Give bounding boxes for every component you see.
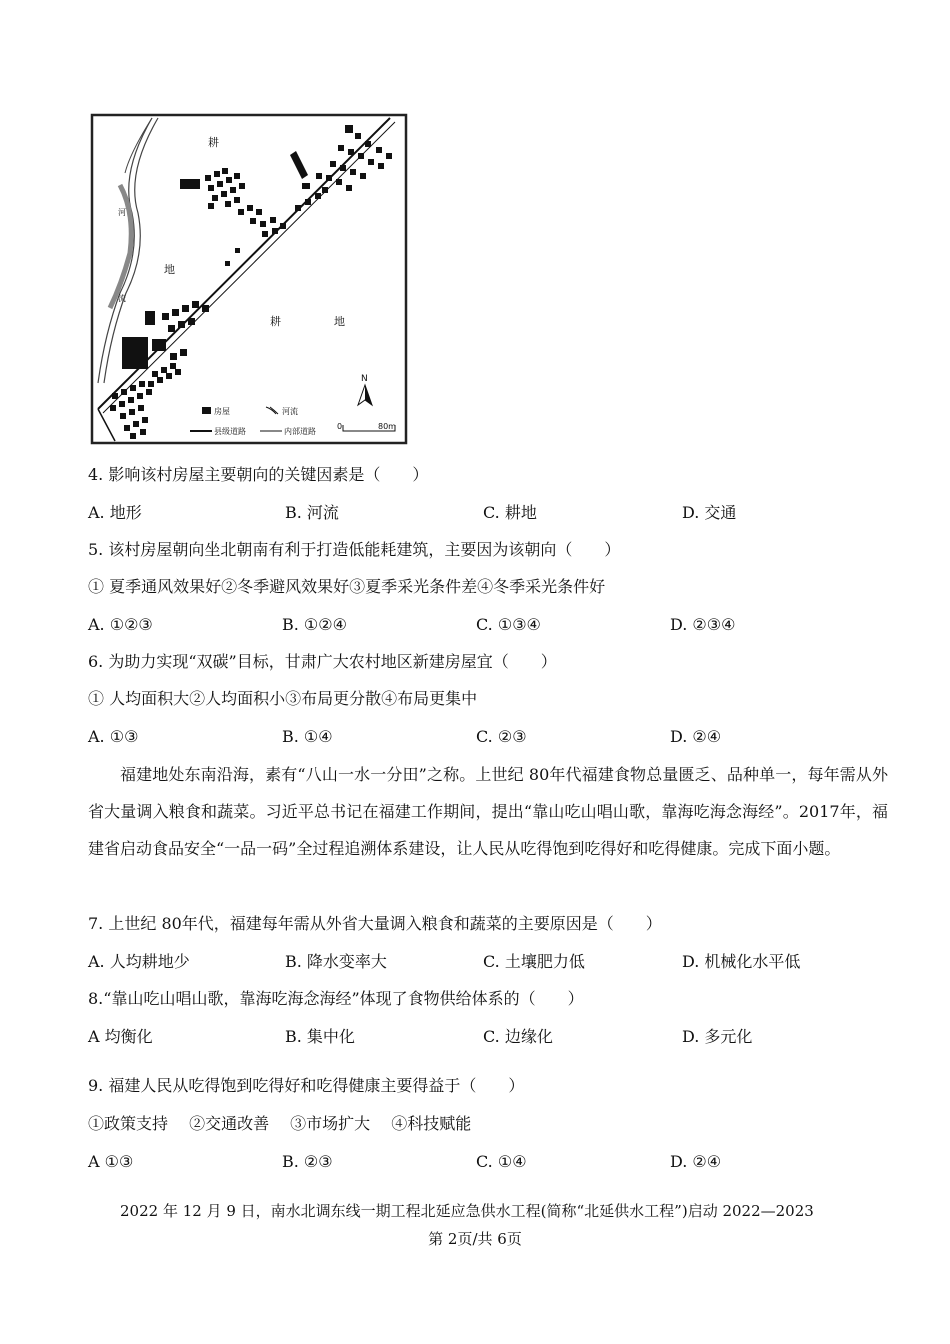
map-label-field-3: 耕 bbox=[270, 315, 281, 328]
q5-items: ① 夏季通风效果好②冬季避风效果好③夏季采光条件差④冬季采光条件好 bbox=[88, 577, 606, 596]
q7-option-b: B. 降水变率大 bbox=[285, 952, 387, 971]
q9-option-d: D. ②④ bbox=[670, 1152, 722, 1171]
q4-option-a: A. 地形 bbox=[88, 503, 142, 522]
q8-option-a: A 均衡化 bbox=[88, 1027, 153, 1046]
map-label-river-2: 流 bbox=[118, 294, 126, 303]
q8-option-c: C. 边缘化 bbox=[483, 1027, 553, 1046]
north-label: N bbox=[361, 374, 368, 384]
page-footer: 第 2页/共 6页 bbox=[428, 1230, 522, 1248]
q7-option-a: A. 人均耕地少 bbox=[88, 952, 190, 971]
q5-option-c: C. ①③④ bbox=[476, 615, 541, 634]
map-label-field-2: 地 bbox=[164, 263, 175, 276]
q6-option-c: C. ②③ bbox=[476, 727, 527, 746]
scale-zero: 0 bbox=[337, 422, 343, 431]
passage: 福建地处东南沿海，素有“八山一水一分田”之称。上世纪 80年代福建食物总量匮乏、品种单一，每年需从外省大量调入粮食和蔬菜。习近平总书记在福建工作期间，提出“靠山吃山唱山歌，靠海吃海念海经”。2017年，福建省启动食品安全“一品一码”全过程追溯体系建设，让人民从吃得饱到吃得好和吃得健康。完成下面小题。 bbox=[88, 765, 888, 858]
q8-option-b: B. 集中化 bbox=[285, 1027, 355, 1046]
scale-end: 80m bbox=[378, 422, 396, 431]
q4-option-b: B. 河流 bbox=[285, 503, 339, 522]
q4-option-c: C. 耕地 bbox=[483, 503, 537, 522]
q9-option-a: A ①③ bbox=[88, 1152, 134, 1171]
q6-stem: 6. 为助力实现“双碳”目标，甘肃广大农村地区新建房屋宜（ ） bbox=[88, 652, 557, 671]
next-passage: 2022 年 12 月 9 日，南水北调东线一期工程北延应急供水工程(简称“北延供水工程”)启动 2022—2023 bbox=[120, 1202, 814, 1220]
legend-house: 房屋 bbox=[214, 407, 230, 416]
q9-items: ①政策支持 ②交通改善 ③市场扩大 ④科技赋能 bbox=[88, 1114, 472, 1133]
legend-inner-road: 内部道路 bbox=[284, 427, 316, 436]
q7-option-c: C. 土壤肥力低 bbox=[483, 952, 585, 971]
legend-county-road: 县级道路 bbox=[214, 427, 246, 436]
q6-option-b: B. ①④ bbox=[282, 727, 333, 746]
q6-items: ① 人均面积大②人均面积小③布局更分散④布局更集中 bbox=[88, 689, 478, 708]
q7-stem: 7. 上世纪 80年代，福建每年需从外省大量调入粮食和蔬菜的主要原因是（ ） bbox=[88, 914, 662, 933]
q7-option-d: D. 机械化水平低 bbox=[682, 952, 801, 971]
q6-option-d: D. ②④ bbox=[670, 727, 722, 746]
q4-stem: 4. 影响该村房屋主要朝向的关键因素是（ ） bbox=[88, 465, 429, 484]
q9-option-b: B. ②③ bbox=[282, 1152, 333, 1171]
map-label-river-1: 河 bbox=[118, 208, 126, 217]
q5-option-d: D. ②③④ bbox=[670, 615, 736, 634]
q9-option-c: C. ①④ bbox=[476, 1152, 527, 1171]
map-label-field: 耕 bbox=[208, 136, 219, 149]
q5-option-b: B. ①②④ bbox=[282, 615, 347, 634]
map-label-field-4: 地 bbox=[334, 315, 345, 328]
q5-option-a: A. ①②③ bbox=[88, 615, 153, 634]
q9-stem: 9. 福建人民从吃得饱到吃得好和吃得健康主要得益于（ ） bbox=[88, 1076, 525, 1095]
q4-option-d: D. 交通 bbox=[682, 503, 737, 522]
q6-option-a: A. ①③ bbox=[88, 727, 139, 746]
q8-stem: 8.“靠山吃山唱山歌，靠海吃海念海经”体现了食物供给体系的（ ） bbox=[88, 989, 584, 1008]
legend-river: 河流 bbox=[282, 407, 298, 416]
q5-stem: 5. 该村房屋朝向坐北朝南有利于打造低能耗建筑，主要因为该朝向（ ） bbox=[88, 540, 621, 559]
q8-option-d: D. 多元化 bbox=[682, 1027, 753, 1046]
village-map bbox=[90, 113, 408, 445]
legend-house-icon bbox=[202, 407, 211, 414]
